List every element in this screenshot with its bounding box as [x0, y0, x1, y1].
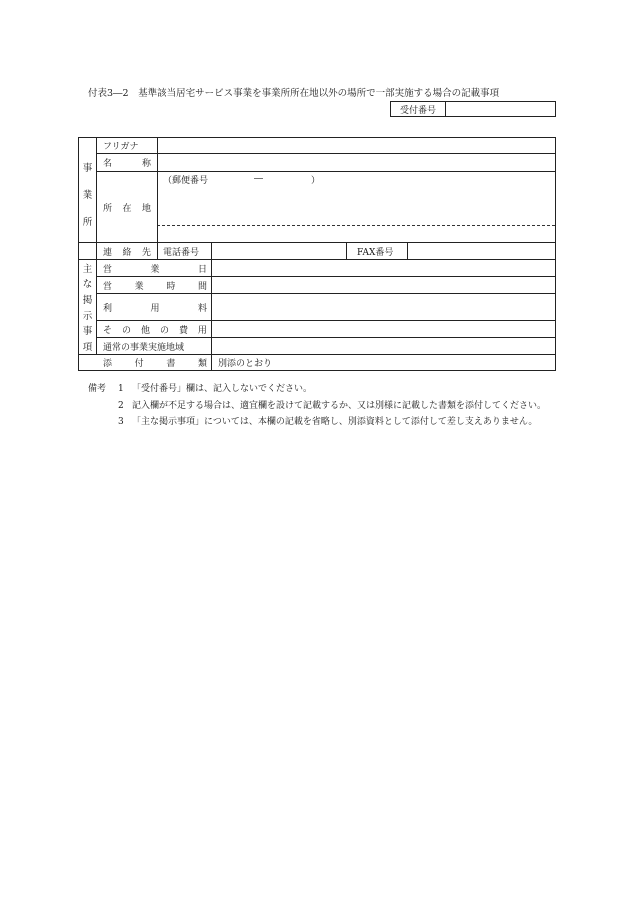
- note-item: 3 「主な掲示事項」については、本欄の記載を省略し、別添資料として添付して差し支えありません。: [118, 417, 538, 427]
- fees-field[interactable]: [212, 294, 554, 320]
- postal-code-label: （郵便番号: [163, 175, 209, 186]
- fees-label: 利 用 料: [103, 303, 207, 314]
- receipt-number-box: [390, 101, 556, 117]
- furigana-field[interactable]: [158, 138, 554, 153]
- service-area-field[interactable]: [212, 338, 554, 354]
- phone-label: 電話番号: [163, 247, 200, 258]
- service-area-label: 通常の事業実施地域: [103, 342, 185, 353]
- furigana-label: フリガナ: [103, 142, 139, 152]
- form-title: 付表3―2 基準該当居宅サービス事業を事業所所在地以外の場所で一部実施する場合の記載事項: [88, 88, 500, 99]
- business-days-field[interactable]: [212, 260, 554, 276]
- postal-close: ）: [311, 175, 321, 186]
- notes-heading: 備考: [88, 384, 107, 394]
- postings-group-label: 主 な 掲 示 事 項: [82, 263, 93, 354]
- office-group-label: 事 業 所: [82, 163, 93, 228]
- note-item: 2 記入欄が不足する場合は、適宜欄を設けて記載するか、又は別様に記載した書類を添付してください。: [118, 400, 547, 411]
- postal-dash: ―: [254, 174, 263, 184]
- fax-label: FAX番号: [357, 247, 394, 258]
- name-field[interactable]: [158, 154, 554, 171]
- business-days-label: 営 業 日: [103, 264, 207, 275]
- other-costs-label: そ の 他 の 費 用: [103, 325, 207, 336]
- application-form-table: [78, 137, 556, 371]
- receipt-number-label: 受付番号: [391, 102, 446, 116]
- attachments-value: 別添のとおり: [218, 359, 273, 369]
- address-label: 所 在 地: [103, 203, 151, 214]
- receipt-number-field[interactable]: [446, 102, 555, 116]
- address-field[interactable]: [158, 186, 554, 224]
- business-hours-label: 営 業 時 間: [103, 281, 207, 292]
- phone-field[interactable]: [212, 243, 345, 259]
- notes-section: [88, 381, 558, 431]
- name-label: 名 称: [103, 158, 151, 169]
- attachments-label: 添 付 書 類: [103, 359, 207, 369]
- business-hours-field[interactable]: [212, 277, 554, 293]
- contact-label: 連 絡 先: [103, 247, 151, 258]
- note-item: 備考 1 「受付番号」欄は、記入しないでください。: [88, 381, 558, 398]
- other-costs-field[interactable]: [212, 321, 554, 337]
- fax-field[interactable]: [408, 243, 554, 259]
